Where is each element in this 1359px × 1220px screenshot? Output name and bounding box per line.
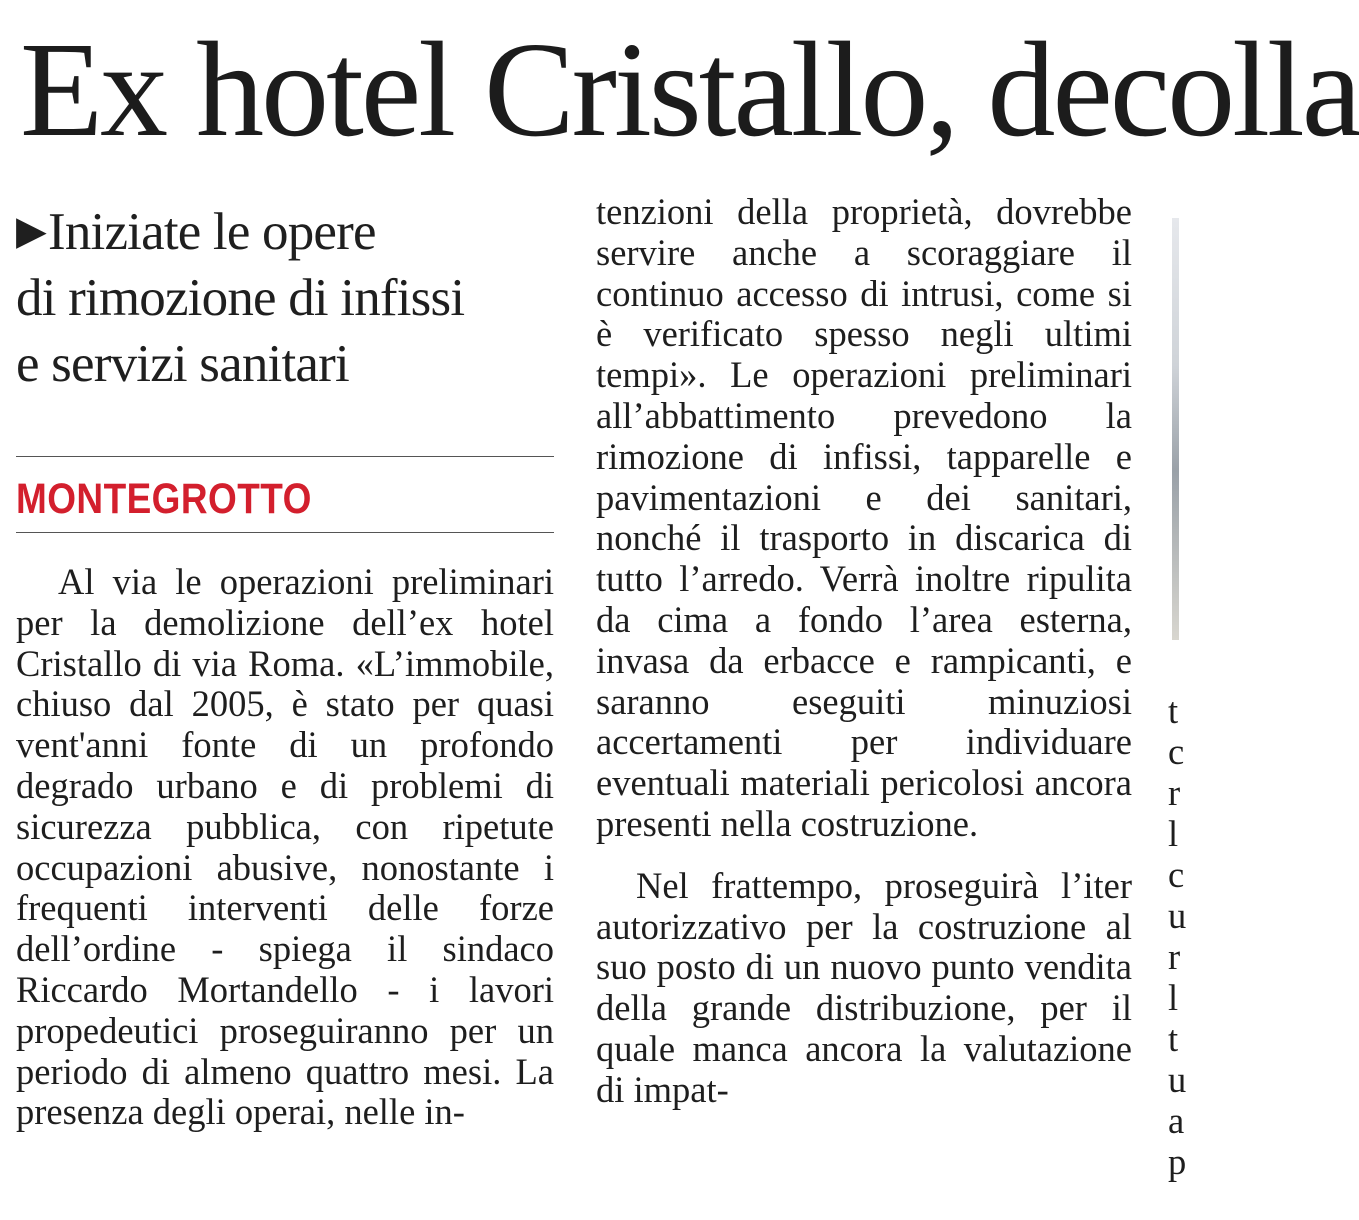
column-3-fragment: r — [1168, 936, 1181, 977]
article-column-1 — [16, 562, 554, 1133]
column-3-fragment: t — [1168, 1018, 1179, 1059]
kicker-top-rule — [16, 456, 554, 457]
subhead-line-3: e servizi sanitari — [16, 335, 349, 393]
subhead-line-1: Iniziate le opere — [47, 203, 376, 261]
column-3-fragment: l — [1168, 813, 1179, 854]
column-3-fragment: u — [1168, 1059, 1187, 1100]
cropped-photo — [1172, 218, 1179, 640]
column-3-fragment: l — [1168, 977, 1179, 1018]
headline: Ex hotel Cristallo, decolla — [20, 15, 1359, 165]
play-arrow-icon: ▶ — [16, 208, 46, 253]
column-3-fragment: u — [1168, 895, 1187, 936]
section-kicker: MONTEGROTTO — [16, 475, 312, 523]
article-column-3-clipped — [1168, 690, 1187, 1190]
column-3-fragment: c — [1168, 854, 1185, 895]
column-2-paragraph-2: Nel frattempo, proseguirà l’iter autorizzativo per la costruzione al suo posto di un nuovo punto vendita della grande distribuzione, per il quale manca ancora la valutazione di impat- — [596, 864, 1132, 1110]
subheadline — [16, 198, 576, 397]
kicker-bottom-rule — [16, 532, 554, 533]
column-3-fragment: r — [1168, 772, 1181, 813]
column-1-paragraph: Al via le operazioni preliminari per la demolizione dell’ex hotel Cristallo di via Roma. «L’immobile, chiuso dal 2005, è stato per quasi vent'anni fonte di un profondo degrado urbano e di problemi di sicurezza pubblica, con ripetute occupazioni abusive, nonostante i frequenti interventi delle forze dell’ordine - spiega il sindaco Riccardo Mortandello - i lavori propedeutici proseguiranno per un periodo di almeno quattro mesi. La presenza degli operai, nelle in- — [16, 561, 554, 1133]
column-3-fragment: p — [1168, 1141, 1187, 1182]
article-column-2 — [596, 192, 1132, 1111]
column-3-fragment: t — [1168, 690, 1179, 731]
subhead-line-2: di rimozione di infissi — [16, 269, 465, 327]
column-3-fragment: c — [1168, 731, 1185, 772]
column-2-paragraph-1: tenzioni della proprietà, dovrebbe servire anche a scoraggiare il continuo accesso di intrusi, come si è verificato spesso negli ultimi tempi». Le operazioni preliminari all’abbattimento prevedono la rimozione di infissi, tapparelle e pavimentazioni e dei sanitari, nonché il trasporto in discarica di tutto l’arredo. Verrà inoltre ripulita da cima a fondo l’area esterna, invasa da erbacce e rampicanti, e saranno eseguiti minuziosi accertamenti per individuare eventuali materiali pericolosi ancora presenti nella costruzione. — [596, 191, 1132, 844]
column-3-fragment: a — [1168, 1100, 1185, 1141]
